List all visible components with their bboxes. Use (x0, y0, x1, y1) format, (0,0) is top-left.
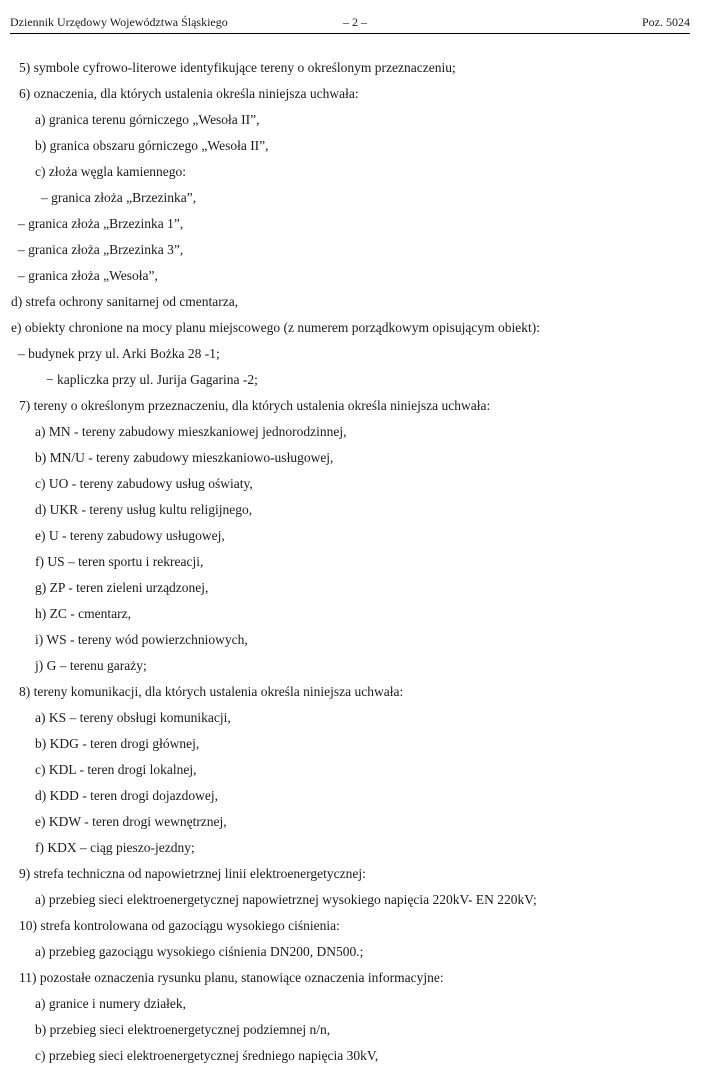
list-item: – budynek przy ul. Arki Bożka 28 -1; (18, 346, 220, 361)
list-item: f) KDX – ciąg pieszo-jezdny; (35, 840, 195, 855)
list-item: i) WS - tereny wód powierzchniowych, (35, 632, 248, 647)
list-item: a) przebieg sieci elektroenergetycznej napowietrznej wysokiego napięcia 220kV- EN 220kV; (35, 892, 537, 907)
list-item: g) ZP - teren zieleni urządzonej, (35, 580, 209, 595)
position-number: Poz. 5024 (642, 15, 690, 29)
list-item: e) KDW - teren drogi wewnętrznej, (35, 814, 227, 829)
list-item: b) MN/U - tereny zabudowy mieszkaniowo-usługowej, (35, 450, 334, 465)
list-item: – granica złoża „Brzezinka 1”, (18, 216, 184, 231)
page-number: – 2 – (343, 15, 367, 29)
list-item: b) KDG - teren drogi głównej, (35, 736, 200, 751)
list-item: 10) strefa kontrolowana od gazociągu wysokiego ciśnienia: (19, 918, 340, 933)
list-item: e) U - tereny zabudowy usługowej, (35, 528, 225, 543)
list-item: b) przebieg sieci elektroenergetycznej podziemnej n/n, (35, 1022, 331, 1037)
list-item: a) MN - tereny zabudowy mieszkaniowej jednorodzinnej, (35, 424, 347, 439)
list-item: h) ZC - cmentarz, (35, 606, 131, 621)
list-item: 9) strefa techniczna od napowietrznej linii elektroenergetycznej: (19, 866, 366, 881)
list-item: b) granica obszaru górniczego „Wesoła II”, (35, 138, 269, 153)
list-item: a) przebieg gazociągu wysokiego ciśnienia DN200, DN500.; (35, 944, 364, 959)
list-item: f) US – teren sportu i rekreacji, (35, 554, 204, 569)
list-item: a) granica terenu górniczego „Wesoła II”, (35, 112, 260, 127)
list-item: c) złoża węgla kamiennego: (35, 164, 187, 179)
list-item: 7) tereny o określonym przeznaczeniu, dla których ustalenia określa niniejsza uchwała: (19, 398, 491, 413)
list-item: c) KDL - teren drogi lokalnej, (35, 762, 197, 777)
list-item: 8) tereny komunikacji, dla których ustalenia określa niniejsza uchwała: (19, 684, 404, 699)
list-item: a) granice i numery działek, (35, 996, 187, 1011)
list-item: d) UKR - tereny usług kultu religijnego, (35, 502, 253, 517)
journal-title: Dziennik Urzędowy Województwa Śląskiego (10, 15, 228, 29)
list-item: d) strefa ochrony sanitarnej od cmentarza, (11, 294, 239, 309)
list-item: e) obiekty chronione na mocy planu miejscowego (z numerem porządkowym opisującym obiekt): (11, 320, 540, 335)
list-item: c) UO - tereny zabudowy usług oświaty, (35, 476, 253, 491)
list-item: c) przebieg sieci elektroenergetycznej średniego napięcia 30kV, (35, 1048, 379, 1063)
list-item: − kapliczka przy ul. Jurija Gagarina -2; (46, 372, 258, 387)
list-item: j) G – terenu garaży; (35, 658, 147, 673)
list-item: – granica złoża „Brzezinka”, (41, 190, 197, 205)
list-item: a) KS – tereny obsługi komunikacji, (35, 710, 231, 725)
list-item: d) KDD - teren drogi dojazdowej, (35, 788, 218, 803)
list-item: – granica złoża „Brzezinka 3”, (18, 242, 184, 257)
list-item: 6) oznaczenia, dla których ustalenia określa niniejsza uchwała: (19, 86, 359, 101)
list-item: 11) pozostałe oznaczenia rysunku planu, stanowiące oznaczenia informacyjne: (19, 970, 444, 985)
list-item: 5) symbole cyfrowo-literowe identyfikujące tereny o określonym przeznaczeniu; (19, 60, 456, 75)
list-item: – granica złoża „Wesoła”, (18, 268, 158, 283)
page-header (10, 13, 690, 34)
